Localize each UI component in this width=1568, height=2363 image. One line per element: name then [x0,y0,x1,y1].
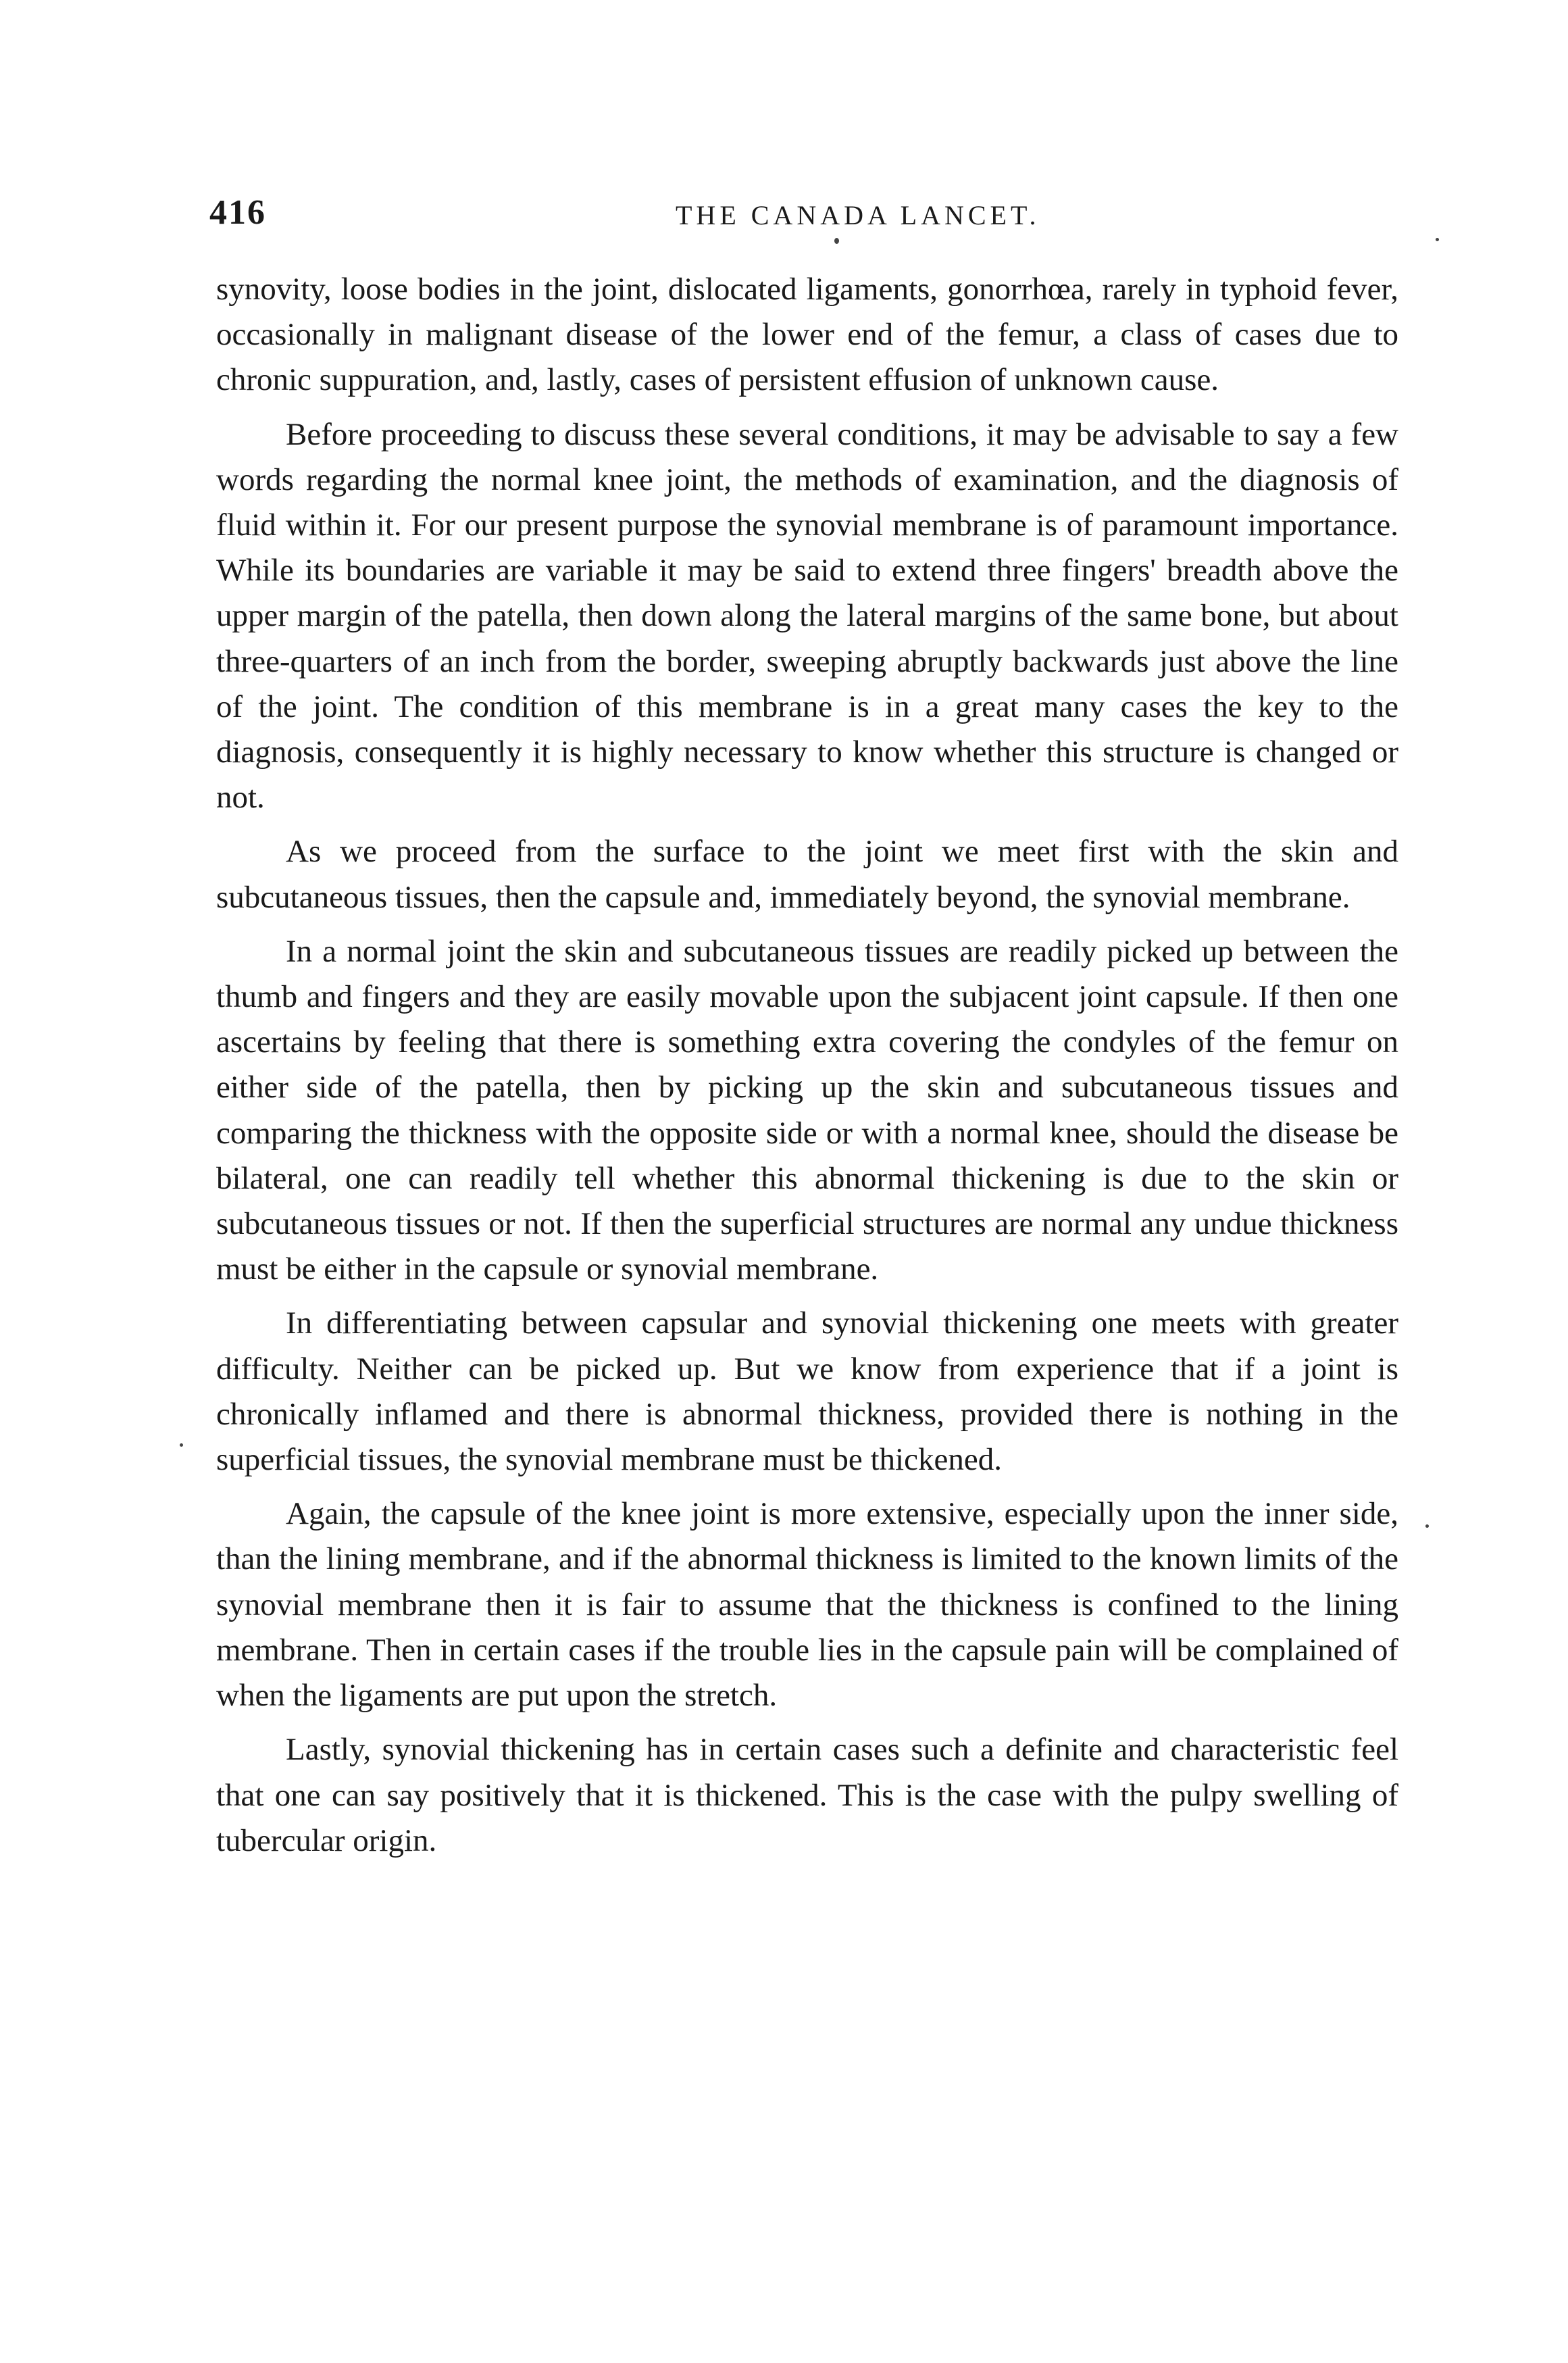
paragraph: synovity, loose bodies in the joint, dislocated ligaments, gonorrhœa, rarely in typhoid fever, occasionally in malignant disease of the lower end of the femur, a class of cases due to chronic suppuration, and, lastly, cases of persistent effusion of unknown cause. [216,272,1398,398]
running-head [209,193,1425,240]
paragraph: In differentiating between capsular and synovial thickening one meets with greater difficulty. Neither can be picked up. But we know from experience that if a joint is chronically inflamed and there is abnormal thickness, provided there is nothing in the superficial tissues, the synovial membrane must be thickened. [216,1305,1398,1478]
print-speck [834,238,839,244]
paragraph: Lastly, synovial thickening has in certain cases such a definite and characteristic feel that one can say positively that it is thickened. This is the case with the pulpy swelling of tubercular origin. [216,1732,1398,1858]
paragraph: Again, the capsule of the knee joint is more extensive, especially upon the inner side, than the lining membrane, and if the abnormal thickness is limited to the known limits of the synovial membrane then it is fair to assume that the thickness is confined to the lining membrane. Then in certain cases if the trouble lies in the capsule pain will be complained of when the ligaments are put upon the stretch. [216,1496,1398,1714]
print-speck [1425,1524,1429,1528]
paragraph: As we proceed from the surface to the joint we meet first with the skin and subcutaneous tissues, then the capsule and, immediately beyond, the synovial membrane. [216,834,1398,915]
print-speck [180,1443,183,1447]
article-body [216,267,1398,1872]
paragraph: Before proceeding to discuss these several conditions, it may be advisable to say a few words regarding the normal knee joint, the methods of examination, and the diagnosis of fluid within it. For our present purpose the synovial membrane is of paramount importance. While its boundaries are variable it may be said to extend three fingers' breadth above the upper margin of the patella, then down along the lateral margins of the same bone, but about three-quarters of an inch from the border, sweeping abruptly backwards just above the line of the joint. The condition of this membrane is in a great many cases the key to the diagnosis, consequently it is highly necessary to know whether this structure is changed or not. [216,416,1398,816]
print-speck [1436,238,1439,241]
page-number: 416 [209,193,266,232]
journal-title: THE CANADA LANCET. [676,200,1040,230]
paragraph: In a normal joint the skin and subcutaneous tissues are readily picked up between the thumb and fingers and they are easily movable upon the subjacent joint capsule. If then one ascertains by feeling that there is something extra covering the condyles of the femur on either side of the patella, then by picking up the skin and subcutaneous tissues and comparing the thickness with the opposite side or with a normal knee, should the disease be bilateral, one can readily tell whether this abnormal thickening is due to the skin or subcutaneous tissues or not. If then the superficial structures are normal any undue thickness must be either in the capsule or synovial membrane. [216,933,1398,1287]
